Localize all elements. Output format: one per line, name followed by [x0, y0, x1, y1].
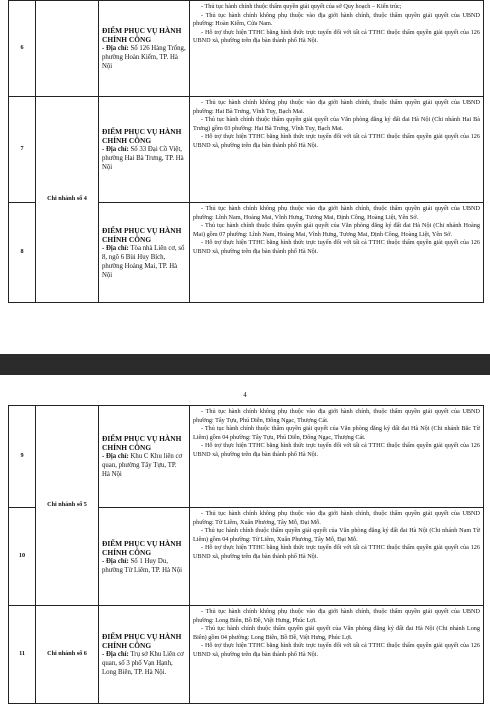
table-row [9, 1, 484, 97]
branch-cell: Chi nhánh số 4 [36, 97, 99, 303]
address-text: Tòa nhà Liên cơ, số 8, ngõ 6 Bùi Huy Bích, phường Hoàng Mai, TP. Hà Nội [102, 244, 185, 279]
detail-line: - Thủ tục hành chính thuộc thẩm quyền giải quyết của Văn phòng đăng ký đất đai Hà Nội (Chi nhánh Nam Từ Liêm) gồm 04 phường: Từ Liêm, Xuân Phương, Tây Mỗ, Đại Mỗ. [193, 527, 480, 543]
detail-line: - Thủ tục hành chính thuộc thẩm quyền giải quyết của sở Quy hoạch – Kiến trúc; [201, 3, 402, 10]
detail-line: - Thủ tục hành chính không phụ thuộc vào địa giới hành chính, thuộc thẩm quyền giải quyết của UBND phường: Từ Liêm, Xuân Phương, Tây Mỗ, Đại Mỗ. [193, 510, 480, 526]
office-cell [99, 606, 190, 704]
address-label: - Địa chỉ: [102, 244, 129, 252]
office-cell [99, 203, 190, 303]
detail-line: - Thủ tục hành chính thuộc thẩm quyền giải quyết của Văn phòng đăng ký đất đai Hà Nội (Chi nhánh Bắc Từ Liêm) gồm 04 phường: Tây Tựu, Phú Diễn, Đông Ngạc, Thượng Cát. [193, 425, 480, 441]
detail-line: - Thủ tục hành chính không phụ thuộc vào địa giới hành chính, thuộc thẩm quyền giải quyết của UBND phường: Tây Tựu, Phú Diễn, Đông Ngạc, Thượng Cát. [193, 408, 480, 424]
service-points-table-bottom [8, 405, 484, 704]
address-label: - Địa chỉ: [102, 651, 129, 658]
detail-cell [190, 606, 484, 704]
detail-line: - Thủ tục hành chính không phụ thuộc vào địa giới hành chính, thuộc thẩm quyền giải quyết của UBND phường: Long Biên, Bồ Đề, Việt Hưng, Phúc Lợi. [193, 608, 480, 624]
detail-line: - Hỗ trợ thực hiện TTHC bằng hình thức trực tuyến đối với tất cả TTHC thuộc thẩm quyền giải quyết của 126 UBND xã, phường trên địa bàn thành phố Hà Nội. [193, 28, 480, 45]
page-number: 4 [243, 391, 247, 399]
detail-cell [190, 406, 484, 508]
table-row [9, 97, 484, 203]
office-title: ĐIỂM PHỤC VỤ HÀNH CHÍNH CÔNG [102, 538, 182, 557]
detail-line: - Hỗ trợ thực hiện TTHC bằng hình thức trực tuyến đối với tất cả TTHC thuộc thẩm quyền giải quyết của 126 UBND xã, phường trên địa bàn thành phố Hà Nội. [193, 642, 480, 658]
service-points-table-top [8, 0, 484, 303]
row-number: 6 [9, 1, 36, 97]
address-label: - Địa chỉ: [102, 146, 129, 153]
detail-line: - Hỗ trợ thực hiện TTHC bằng hình thức trực tuyến đối với tất cả TTHC thuộc thẩm quyền giải quyết của 126 UBND xã, phường trên địa bàn thành phố Hà Nội. [193, 442, 480, 458]
address-text: Số 1 Huy Du, phường Từ Liêm, TP. Hà Nội [102, 557, 182, 574]
branch-cell: Chi nhánh số 5 [36, 406, 99, 606]
address-label: - Địa chỉ: [102, 557, 129, 565]
office-title: ĐIỂM PHỤC VỤ HÀNH CHÍNH CÔNG [102, 632, 182, 650]
row-number: 11 [9, 606, 36, 704]
detail-line: - Thủ tục hành chính thuộc thẩm quyền giải quyết của Văn phòng đăng ký đất đai Hà Nội (Chi nhánh Hoàng Mai) gồm 07 phường: Lĩnh Nam, Hoàng Mai, Vĩnh Hưng, Tương Mai, Định Công, Hoàng Liệt, Yên Sở. [193, 222, 480, 238]
detail-line: - Hỗ trợ thực hiện TTHC bằng hình thức trực tuyến đối với tất cả TTHC thuộc thẩm quyền giải quyết của 126 UBND xã, phường trên địa bàn thành phố Hà Nội. [193, 239, 480, 255]
detail-line: - Thủ tục hành chính không phụ thuộc vào địa giới hành chính, thuộc thẩm quyền giải quyết của UBND phường: Hai Bà Trưng, Vĩnh Tuy, Bạch Mai. [193, 99, 480, 115]
address-text: Số 126 Hàng Trống, phường Hoàn Kiếm, TP. Hà Nội [102, 45, 186, 70]
office-title: ĐIỂM PHỤC VỤ HÀNH CHÍNH CÔNG [102, 434, 182, 452]
address-label: - Địa chỉ: [102, 45, 129, 52]
row-number: 9 [9, 406, 36, 508]
office-title: ĐIỂM PHỤC VỤ HÀNH CHÍNH CÔNG [102, 225, 182, 244]
detail-line: - Hỗ trợ thực hiện TTHC bằng hình thức trực tuyến đối với tất cả TTHC thuộc thẩm quyền giải quyết của 126 UBND xã, phường trên địa bàn thành phố Hà Nội. [193, 133, 480, 149]
row-number: 7 [9, 97, 36, 203]
address-text: Số 33 Đại Cồ Việt, phường Hai Bà Trưng, TP. Hà Nội [102, 146, 184, 171]
detail-line: - Thủ tục hành chính thuộc thẩm quyền giải quyết của Văn phòng đăng ký đất đai Hà Nội (Chi nhánh Hai Bà Trưng) gồm 03 phường: Hai Bà Trưng, Vĩnh Tuy, Bạch Mai. [193, 116, 480, 132]
detail-line: - Thủ tục hành chính không phụ thuộc vào địa giới hành chính, thuộc thẩm quyền giải quyết của UBND phường: Lĩnh Nam, Hoàng Mai, Vĩnh Hưng, Tương Mai, Định Công, Hoàng Liệt, Yên Sở. [193, 205, 480, 221]
page-separator [0, 354, 490, 375]
detail-line: - Hỗ trợ thực hiện TTHC bằng hình thức trực tuyến đối với tất cả TTHC thuộc thẩm quyền giải quyết của 126 UBND xã, phường trên địa bàn thành phố Hà Nội. [193, 544, 480, 560]
detail-cell [190, 97, 484, 203]
detail-cell [190, 508, 484, 606]
detail-cell [190, 203, 484, 303]
address-text: Trụ sở Khu Liên cơ quan, số 3 phố Vạn Hạnh, Long Biên, TP. Hà Nội. [102, 651, 184, 676]
office-title: ĐIỂM PHỤC VỤ HÀNH CHÍNH CÔNG [102, 127, 182, 145]
office-cell [99, 508, 190, 606]
address-label: - Địa chỉ: [102, 453, 129, 460]
branch-cell: Chi nhánh số 6 [36, 606, 99, 704]
table-row [9, 406, 484, 508]
row-number: 8 [9, 203, 36, 303]
detail-cell [190, 1, 484, 97]
row-number: 10 [9, 508, 36, 606]
office-cell [99, 1, 190, 97]
address-text: Khu C Khu liên cơ quan, phường Tây Tựu, TP. Hà Nội [102, 453, 183, 478]
office-cell [99, 406, 190, 508]
document-page-bottom [0, 375, 490, 708]
detail-line: - Thủ tục hành chính không phụ thuộc vào địa giới hành chính, thuộc thẩm quyền giải quyết của UBND phường: Hoàn Kiếm, Cửa Nam. [193, 11, 480, 28]
office-title: ĐIỂM PHỤC VỤ HÀNH CHÍNH CÔNG [102, 26, 182, 44]
detail-line: - Thủ tục hành chính thuộc thẩm quyền giải quyết của Văn phòng đăng ký đất đai Hà Nội (Chi nhánh Long Biên) gồm 04 phường: Long Biên, Bồ Đề, Việt Hưng, Phúc Lợi. [193, 625, 480, 641]
table-row [9, 606, 484, 704]
office-cell [99, 97, 190, 203]
branch-cell-empty [36, 1, 99, 97]
